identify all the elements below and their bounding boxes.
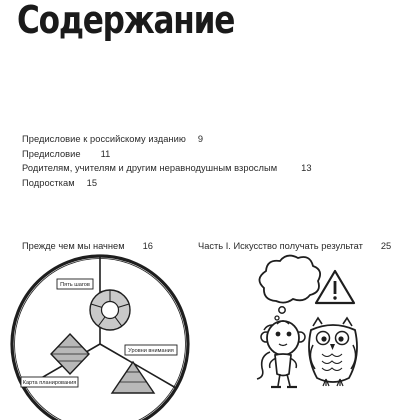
owl-character-illustration — [309, 318, 357, 386]
toc-entry-page: 13 — [301, 163, 312, 173]
five-steps-label: Пять шагов — [60, 282, 90, 289]
toc-entry-text: Родителям, учителям и другим неравнодушным взрослым — [22, 163, 278, 173]
monkey-character-illustration — [257, 321, 305, 387]
toc-entry-text: Предисловие — [22, 149, 81, 159]
toc-entry-page: 9 — [197, 134, 204, 144]
toc-entry-text: Предисловие к российскому изданию — [22, 134, 186, 144]
warning-triangle-icon — [316, 271, 354, 303]
section-entry-text: Часть I. Искусство получать результат — [198, 241, 363, 251]
section-entry-page: 25 — [380, 241, 392, 251]
section-entry-text: Прежде чем мы начнем — [22, 241, 125, 251]
page-title: Содержание — [17, 0, 235, 42]
toc-entry-text: Подросткам — [22, 178, 75, 188]
section-entry-page: 16 — [142, 241, 153, 251]
thought-cloud-icon — [259, 256, 320, 320]
toc-entry-page: 15 — [86, 178, 98, 188]
five-steps-ring-icon — [90, 290, 130, 330]
attention-levels-pyramid-icon — [112, 362, 154, 393]
attention-levels-label: Уровни внимания — [128, 348, 174, 355]
planning-wheel-illustration — [12, 256, 188, 420]
toc-entry-page: 11 — [100, 149, 111, 159]
planning-map-diamond-icon — [51, 334, 89, 374]
planning-map-label: Карта планирования — [22, 380, 77, 387]
